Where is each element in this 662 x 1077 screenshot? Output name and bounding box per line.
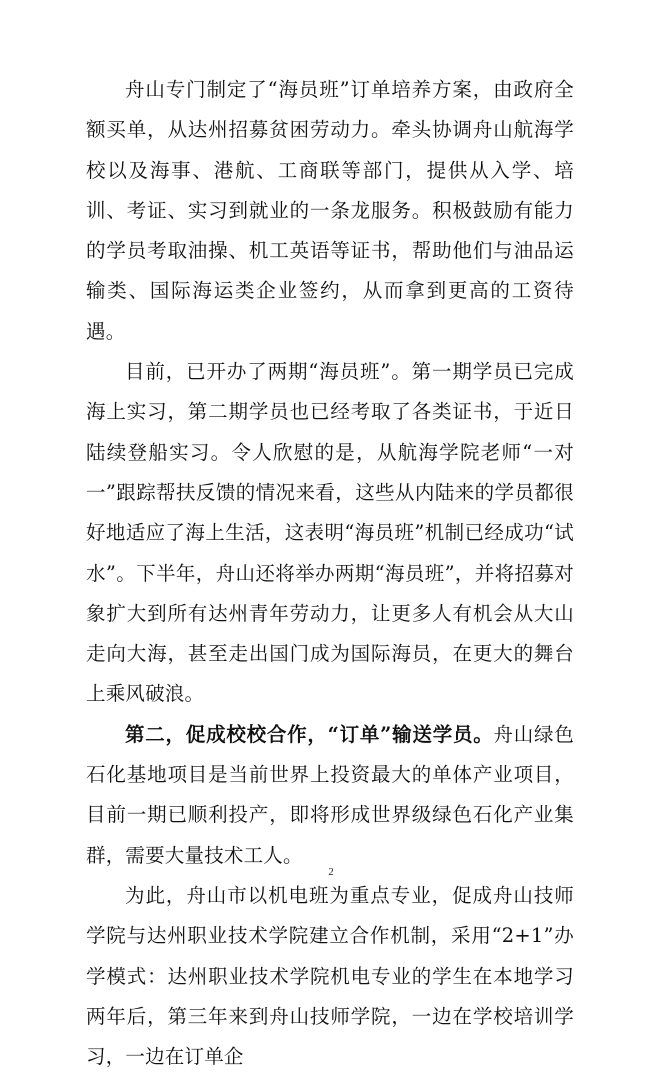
page-number: 2 [328,866,334,878]
body-text [86,70,574,1077]
paragraph-3-heading: 第二，促成校校合作，“订单”输送学员。 [125,722,494,746]
paragraph-2-text: 目前，已开办了两期“海员班”。第一期学员已完成海上实习，第二期学员也已经考取了各类证书，于近日陆续登船实习。令人欣慰的是，从航海学院老师“一对一”跟踪帮扶反馈的情况来看，这些从内陆来的学员都很好地适应了海上生活，这表明“海员班”机制已经成功“试水”。下半年，舟山还将举办两期“海员班”，并将招募对象扩大到所有达州青年劳动力，让更多人有机会从大山走向大海，甚至走出国门成为国际海员，在更大的舞台上乘风破浪。 [86,360,574,706]
paragraph-3-text: 舟山绿色石化基地项目是当前世界上投资最大的单体产业项目，目前一期已顺利投产，即将形成世界级绿色石化产业集群，需要大量技术工人。 [86,722,574,867]
paragraph-1 [86,70,574,352]
paragraph-4-text: 为此，舟山市以机电班为重点专业，促成舟山技师学院与达州职业技术学院建立合作机制，采用“2+1”办学模式：达州职业技术学院机电专业的学生在本地学习两年后，第三年来到舟山技师学院，一边在学校培训学习，一边在订单企 [86,883,574,1069]
paragraph-3 [86,715,574,876]
paragraph-4 [86,876,574,1077]
paragraph-1-text: 舟山专门制定了“海员班”订单培养方案，由政府全额买单，从达州招募贫困劳动力。牵头协调舟山航海学校以及海事、港航、工商联等部门，提供从入学、培训、考证、实习到就业的一条龙服务。积极鼓励有能力的学员考取油操、机工英语等证书，帮助他们与油品运输类、国际海运类企业签约，从而拿到更高的工资待遇。 [86,78,574,343]
paragraph-2 [86,352,574,715]
